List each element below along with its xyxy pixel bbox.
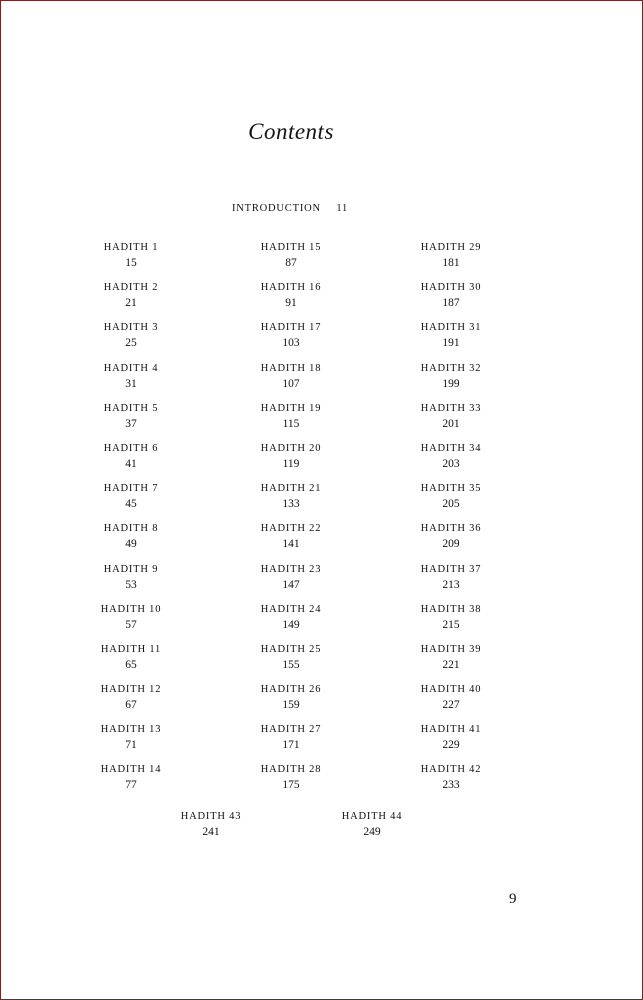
toc-page: 201 xyxy=(442,417,460,430)
toc-entry[interactable] xyxy=(391,241,511,281)
toc-entry[interactable] xyxy=(391,563,511,603)
toc-page: 203 xyxy=(442,457,460,470)
contents-column-3 xyxy=(391,241,511,804)
toc-label: HADITH 25 xyxy=(260,643,322,655)
toc-page: 249 xyxy=(363,826,381,838)
toc-entry[interactable] xyxy=(231,442,351,482)
toc-page: 209 xyxy=(442,538,460,551)
toc-label: HADITH 41 xyxy=(420,724,482,736)
toc-page: 175 xyxy=(282,779,300,792)
toc-entry[interactable] xyxy=(231,723,351,763)
toc-entry[interactable] xyxy=(231,241,351,281)
toc-label: HADITH 18 xyxy=(260,362,322,374)
toc-page: 149 xyxy=(282,618,300,631)
toc-label: HADITH 9 xyxy=(103,563,159,575)
toc-label: HADITH 6 xyxy=(103,442,159,454)
toc-page: 115 xyxy=(282,417,300,430)
toc-page: 119 xyxy=(282,457,300,470)
toc-entry[interactable] xyxy=(391,402,511,442)
toc-entry[interactable] xyxy=(391,321,511,361)
toc-page: 45 xyxy=(125,498,137,511)
toc-label: HADITH 1 xyxy=(103,242,159,253)
toc-entry[interactable] xyxy=(391,643,511,683)
introduction-page: 11 xyxy=(336,203,349,214)
toc-label: HADITH 40 xyxy=(420,684,482,696)
toc-entry[interactable] xyxy=(71,563,191,603)
toc-entry[interactable] xyxy=(71,281,191,321)
toc-entry[interactable] xyxy=(231,563,351,603)
toc-label: HADITH 8 xyxy=(103,523,159,535)
introduction-entry[interactable] xyxy=(1,203,579,214)
toc-page: 107 xyxy=(282,377,300,390)
contents-column-2 xyxy=(231,241,351,804)
toc-label: HADITH 13 xyxy=(100,724,162,736)
toc-entry[interactable] xyxy=(71,723,191,763)
toc-entry[interactable] xyxy=(391,281,511,321)
toc-label: HADITH 16 xyxy=(260,282,322,294)
toc-entry[interactable] xyxy=(71,362,191,402)
toc-label: HADITH 21 xyxy=(260,483,322,495)
toc-entry[interactable] xyxy=(231,281,351,321)
toc-label: HADITH 42 xyxy=(420,764,482,776)
toc-label: HADITH 22 xyxy=(260,523,322,535)
toc-page: 147 xyxy=(282,578,300,591)
toc-page: 199 xyxy=(442,377,460,390)
toc-entry[interactable] xyxy=(231,763,351,803)
toc-entry[interactable] xyxy=(391,482,511,522)
toc-entry[interactable] xyxy=(151,810,271,840)
toc-page: 53 xyxy=(125,578,137,591)
toc-page: 191 xyxy=(442,337,460,350)
toc-label: HADITH 5 xyxy=(103,402,159,414)
toc-entry[interactable] xyxy=(231,603,351,643)
toc-page: 171 xyxy=(282,739,300,752)
toc-label: HADITH 2 xyxy=(103,282,159,294)
toc-page: 41 xyxy=(125,457,137,470)
toc-entry[interactable] xyxy=(231,522,351,562)
toc-entry[interactable] xyxy=(231,321,351,361)
toc-page: 37 xyxy=(125,417,137,430)
toc-page: 57 xyxy=(125,618,137,631)
toc-label: HADITH 14 xyxy=(100,764,162,776)
toc-page: 187 xyxy=(442,297,460,310)
toc-page: 215 xyxy=(442,618,460,631)
toc-page: 233 xyxy=(442,779,460,792)
toc-page: 31 xyxy=(125,377,137,390)
toc-label: HADITH 34 xyxy=(420,442,482,454)
toc-label: HADITH 30 xyxy=(420,282,482,294)
toc-label: HADITH 4 xyxy=(103,362,159,374)
introduction-label: INTRODUCTION xyxy=(231,203,321,214)
toc-label: HADITH 28 xyxy=(260,764,322,776)
toc-page: 229 xyxy=(442,739,460,752)
toc-entry[interactable] xyxy=(71,763,191,803)
toc-page: 103 xyxy=(282,337,300,350)
toc-page: 71 xyxy=(125,739,137,752)
toc-label: HADITH 31 xyxy=(420,322,482,334)
toc-label: HADITH 35 xyxy=(420,483,482,495)
contents-column-1 xyxy=(71,241,191,804)
toc-page: 15 xyxy=(125,257,137,269)
toc-entry[interactable] xyxy=(312,810,432,840)
page-number: 9 xyxy=(509,891,517,907)
toc-label: HADITH 43 xyxy=(180,811,242,822)
toc-entry[interactable] xyxy=(71,522,191,562)
toc-label: HADITH 33 xyxy=(420,402,482,414)
toc-page: 221 xyxy=(442,658,460,671)
toc-entry[interactable] xyxy=(391,683,511,723)
toc-page: 155 xyxy=(282,658,300,671)
toc-label: HADITH 23 xyxy=(260,563,322,575)
toc-page: 65 xyxy=(125,658,137,671)
toc-label: HADITH 15 xyxy=(260,242,322,253)
toc-entry[interactable] xyxy=(391,763,511,803)
toc-entry[interactable] xyxy=(391,723,511,763)
toc-entry[interactable] xyxy=(391,603,511,643)
contents-title: Contents xyxy=(248,119,334,144)
toc-entry[interactable] xyxy=(391,522,511,562)
toc-label: HADITH 32 xyxy=(420,362,482,374)
toc-label: HADITH 12 xyxy=(100,684,162,696)
toc-label: HADITH 26 xyxy=(260,684,322,696)
toc-label: HADITH 19 xyxy=(260,402,322,414)
toc-entry[interactable] xyxy=(391,362,511,402)
toc-label: HADITH 7 xyxy=(103,483,159,495)
toc-page: 21 xyxy=(125,297,137,310)
toc-entry[interactable] xyxy=(71,321,191,361)
toc-entry[interactable] xyxy=(391,442,511,482)
toc-label: HADITH 24 xyxy=(260,603,322,615)
toc-page: 141 xyxy=(282,538,300,551)
toc-entry[interactable] xyxy=(71,683,191,723)
toc-label: HADITH 3 xyxy=(103,322,159,334)
toc-page: 49 xyxy=(125,538,137,551)
toc-page: 67 xyxy=(125,699,137,712)
toc-label: HADITH 29 xyxy=(420,242,482,253)
toc-page: 133 xyxy=(282,498,300,511)
toc-label: HADITH 38 xyxy=(420,603,482,615)
toc-label: HADITH 39 xyxy=(420,643,482,655)
toc-page: 227 xyxy=(442,699,460,712)
toc-label: HADITH 10 xyxy=(100,603,162,615)
toc-page: 87 xyxy=(285,257,297,269)
toc-entry[interactable] xyxy=(71,241,191,281)
toc-entry[interactable] xyxy=(231,402,351,442)
toc-page: 213 xyxy=(442,578,460,591)
toc-label: HADITH 36 xyxy=(420,523,482,535)
toc-label: HADITH 17 xyxy=(260,322,322,334)
toc-label: HADITH 44 xyxy=(341,811,403,822)
toc-entry[interactable] xyxy=(71,482,191,522)
toc-label: HADITH 37 xyxy=(420,563,482,575)
toc-entry[interactable] xyxy=(71,643,191,683)
toc-entry[interactable] xyxy=(71,442,191,482)
toc-entry[interactable] xyxy=(71,603,191,643)
toc-page: 181 xyxy=(442,257,460,269)
toc-label: HADITH 20 xyxy=(260,442,322,454)
toc-entry[interactable] xyxy=(231,482,351,522)
toc-page: 91 xyxy=(285,297,297,310)
toc-entry[interactable] xyxy=(231,643,351,683)
toc-entry[interactable] xyxy=(71,402,191,442)
toc-page: 25 xyxy=(125,337,137,350)
toc-page: 77 xyxy=(125,779,137,792)
toc-label: HADITH 27 xyxy=(260,724,322,736)
toc-label: HADITH 11 xyxy=(100,643,162,655)
toc-entry[interactable] xyxy=(231,362,351,402)
toc-entry[interactable] xyxy=(231,683,351,723)
toc-page: 159 xyxy=(282,699,300,712)
toc-page: 241 xyxy=(202,826,220,838)
toc-page: 205 xyxy=(442,498,460,511)
